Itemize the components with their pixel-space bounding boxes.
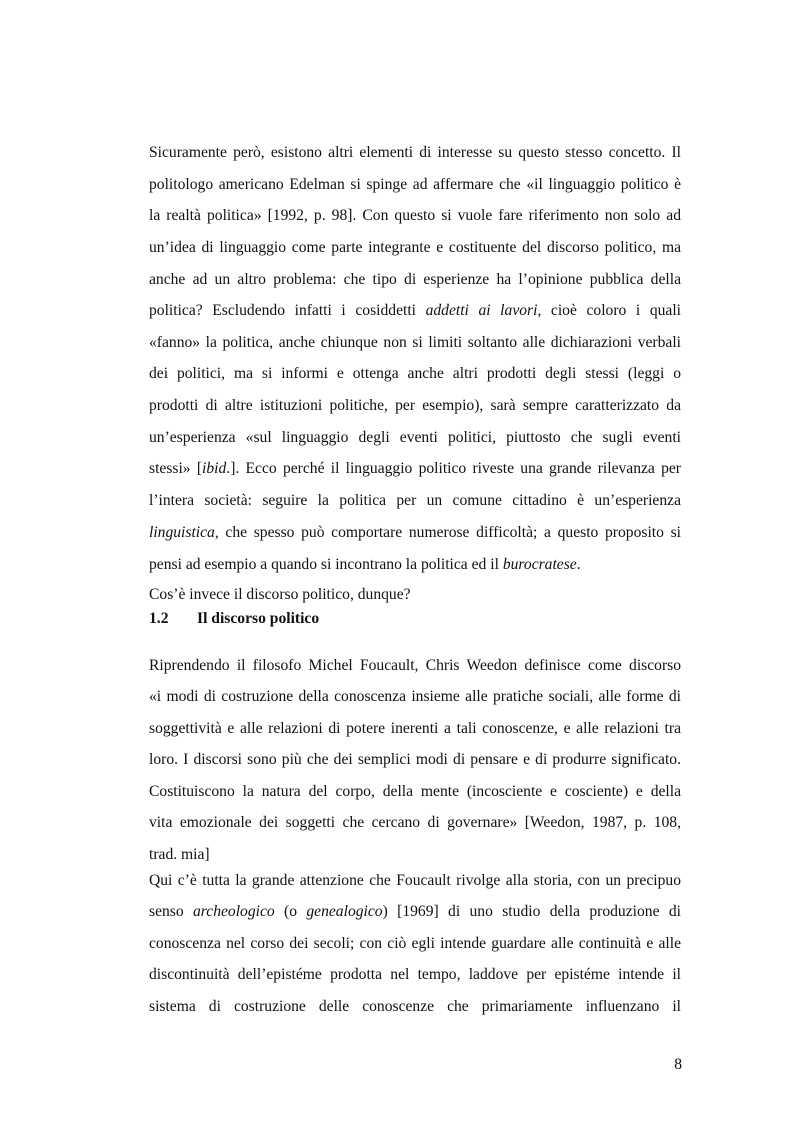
text-run: la realtà politica» [1992, p. 98]. Con questo si vuole fare riferimento non solo ad [149,207,681,224]
text-run: politologo americano Edelman si spinge ad affermare che «il linguaggio politico è [149,176,681,193]
text-run: loro. I discorsi sono più che dei semplici modi di pensare e di produrre significato. [149,751,681,768]
text-line [149,206,681,226]
section-title: Il discorso politico [197,610,320,627]
text-line [149,333,681,353]
text-line [149,555,681,575]
text-run: Cos’è invece il discorso politico, dunque? [149,586,411,603]
text-line [149,301,681,321]
text-line [149,585,681,605]
text-run: «i modi di costruzione della conoscenza insieme alle pratiche sociali, alle forme di [149,688,681,705]
text-line [149,656,681,676]
text-line [149,750,681,770]
text-line [149,845,681,865]
section-heading [149,609,319,629]
text-line [149,782,681,802]
text-line [149,459,681,479]
text-line [149,934,681,954]
text-run: discontinuità dell’epistéme prodotta nel tempo, laddove per epistéme intende il [149,966,681,983]
text-run: vita emozionale dei soggetti che cercano di governare» [Weedon, 1987, p. 108, [149,814,681,831]
text-run: anche ad un altro problema: che tipo di esperienze ha l’opinione pubblica della [149,271,681,288]
text-run: Riprendendo il filosofo Michel Foucault, Chris Weedon definisce come discorso [149,657,681,674]
page-number: 8 [674,1056,682,1073]
text-line [149,687,681,707]
italic-term: ibid [202,460,227,477]
italic-term: addetti ai lavori [425,302,538,319]
text-run: , cioè coloro i quali [537,302,681,319]
text-run: .]. Ecco perché il linguaggio politico riveste una grande rilevanza per [226,460,681,477]
italic-term: burocratese [502,556,577,573]
text-run: (o [274,903,307,920]
text-run: . [576,556,581,573]
text-line [149,965,681,985]
text-run: conoscenza nel corso dei secoli; con ciò egli intende guardare alle continuità e alle [149,935,681,952]
text-line [149,143,681,163]
text-line [149,871,681,891]
text-run: un’esperienza «sul linguaggio degli eventi politici, piuttosto che sugli eventi [149,429,681,446]
text-line [149,523,681,543]
text-line [149,902,681,922]
text-run: senso [149,903,193,920]
italic-term: genealogico [306,903,383,920]
text-line [149,396,681,416]
italic-term: linguistica [149,524,215,541]
text-run: Sicuramente però, esistono altri elementi di interesse su questo stesso concetto. Il [149,144,681,161]
text-run: Costituiscono la natura del corpo, della mente (incosciente e cosciente) e della [149,783,681,800]
text-run: , che spesso può comportare numerose difficoltà; a questo proposito si [214,524,681,541]
text-run: dei politici, ma si informi e ottenga anche altri prodotti degli stessi (leggi o [149,365,681,382]
text-run: pensi ad esempio a quando si incontrano la politica ed il [149,556,503,573]
text-run: trad. mia] [149,846,210,863]
text-run: sistema di costruzione delle conoscenze che primariamente influenzano il [149,998,681,1015]
text-run: un’idea di linguaggio come parte integrante e costituente del discorso politico, ma [149,239,681,256]
text-run: l’intera società: seguire la politica per un comune cittadino è un’esperienza [149,492,681,509]
text-run: stessi» [ [149,460,203,477]
text-run: Qui c’è tutta la grande attenzione che Foucault rivolge alla storia, con un precipuo [149,872,681,889]
text-run: «fanno» la politica, anche chiunque non si limiti soltanto alle dichiarazioni verbali [149,334,681,351]
text-run: ) [1969] di uno studio della produzione di [382,903,681,920]
text-line [149,364,681,384]
italic-term: archeologico [193,903,275,920]
text-line [149,719,681,739]
text-run: soggettività e alle relazioni di potere inerenti a tali conoscenze, e alle relazioni tra [149,720,681,737]
text-line [149,997,681,1017]
text-line [149,428,681,448]
text-line [149,238,681,258]
text-run: prodotti di altre istituzioni politiche, per esempio), sarà sempre caratterizzato da [149,397,681,414]
text-line [149,491,681,511]
text-line [149,175,681,195]
section-number: 1.2 [149,610,169,627]
text-run: politica? Escludendo infatti i cosiddetti [149,302,426,319]
text-line [149,270,681,290]
text-line [149,813,681,833]
